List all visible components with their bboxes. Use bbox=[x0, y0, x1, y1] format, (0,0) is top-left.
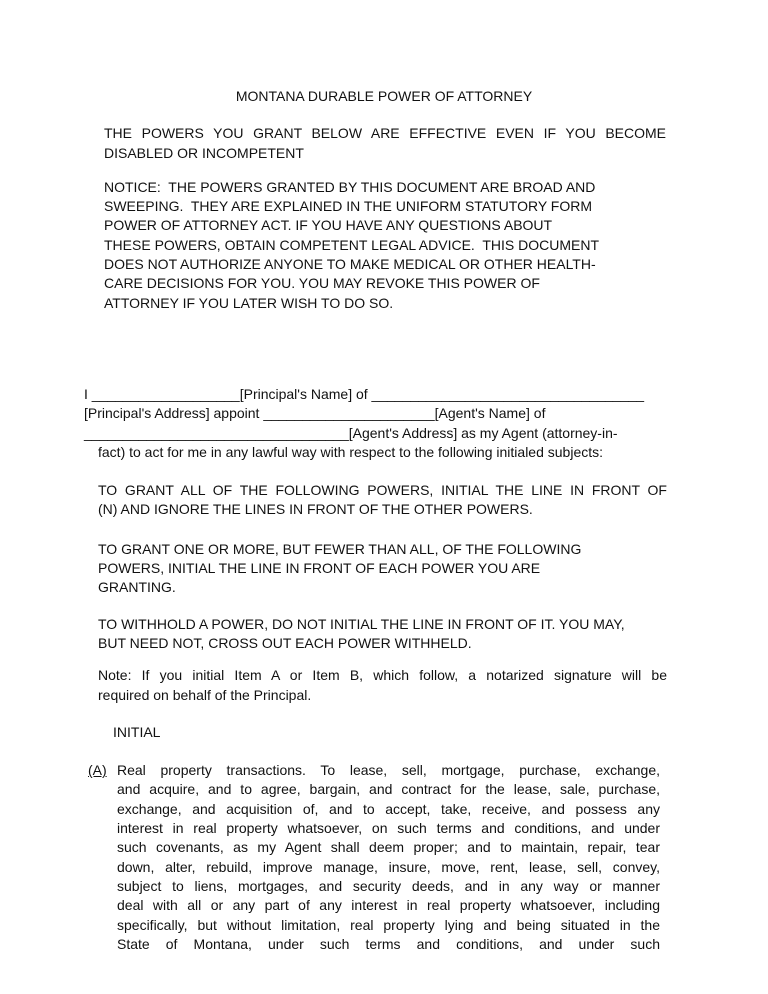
principal-name-blank-line: I ___________________[Principal's Name] of ___________________________________ bbox=[84, 385, 645, 402]
text-line: SWEEPING. THEY ARE EXPLAINED IN THE UNIFORM STATUTORY FORM bbox=[104, 198, 593, 215]
item-a-paragraph bbox=[88, 761, 660, 954]
text-line: CARE DECISIONS FOR YOU. YOU MAY REVOKE THIS POWER OF bbox=[104, 275, 540, 292]
initial-label bbox=[113, 723, 768, 742]
text-line: TO WITHHOLD A POWER, DO NOT INITIAL THE LINE IN FRONT OF IT. YOU MAY, bbox=[98, 615, 625, 632]
text-line: DISABLED OR INCOMPETENT bbox=[104, 144, 304, 161]
text-line: INITIAL bbox=[113, 723, 161, 740]
agent-address-blank-line: __________________________________[Agent's Address] as my Agent (attorney-in- bbox=[84, 424, 618, 441]
item-a-marker: (A) bbox=[88, 762, 107, 779]
text-line: fact) to act for me in any lawful way with respect to the following initialed subjects: bbox=[98, 443, 604, 460]
document-title: MONTANA DURABLE POWER OF ATTORNEY bbox=[235, 88, 533, 104]
notice-paragraph bbox=[104, 178, 768, 313]
withhold-paragraph bbox=[98, 615, 768, 654]
grant-all-paragraph bbox=[98, 481, 667, 520]
text-line: TO GRANT ONE OR MORE, BUT FEWER THAN ALL, OF THE FOLLOWING bbox=[98, 540, 582, 557]
text-line: Real property transactions. To lease, sell, mortgage, purchase, exchange, bbox=[117, 762, 660, 779]
text-line: subject to liens, mortgages, and security deeds, and in any way or manner bbox=[117, 877, 660, 894]
text-line: specifically, but without limitation, real property lying and being situated in the bbox=[117, 916, 660, 933]
text-line: POWER OF ATTORNEY ACT. IF YOU HAVE ANY QUESTIONS ABOUT bbox=[104, 217, 553, 234]
text-line: State of Montana, under such terms and conditions, and under such bbox=[117, 935, 660, 952]
text-line: exchange, and acquisition of, and to accept, take, receive, and possess any bbox=[117, 800, 660, 817]
text-line: required on behalf of the Principal. bbox=[98, 686, 312, 703]
text-line: NOTICE: THE POWERS GRANTED BY THIS DOCUMENT ARE BROAD AND bbox=[104, 178, 596, 195]
intro-paragraph bbox=[104, 124, 666, 163]
text-line: TO GRANT ALL OF THE FOLLOWING POWERS, INITIAL THE LINE IN FRONT OF bbox=[98, 482, 667, 499]
text-line: deal with all or any part of any interest in real property whatsoever, including bbox=[117, 897, 660, 914]
text-line: down, alter, rebuild, improve manage, insure, move, rent, lease, sell, convey, bbox=[117, 858, 660, 875]
text-line: and acquire, and to agree, bargain, and contract for the lease, sale, purchase, bbox=[117, 781, 660, 798]
note-paragraph bbox=[98, 666, 667, 705]
text-line: THE POWERS YOU GRANT BELOW ARE EFFECTIVE EVEN IF YOU BECOME bbox=[104, 125, 666, 142]
text-line: BUT NEED NOT, CROSS OUT EACH POWER WITHHELD. bbox=[98, 634, 472, 651]
text-line: interest in real property whatsoever, on such terms and conditions, and under bbox=[117, 820, 660, 837]
text-line: POWERS, INITIAL THE LINE IN FRONT OF EACH POWER YOU ARE bbox=[98, 560, 541, 577]
text-line: such covenants, as my Agent shall deem proper; and to maintain, repair, tear bbox=[117, 839, 660, 856]
text-line: THESE POWERS, OBTAIN COMPETENT LEGAL ADVICE. THIS DOCUMENT bbox=[104, 236, 600, 253]
grant-some-paragraph bbox=[98, 540, 768, 598]
text-line: GRANTING. bbox=[98, 579, 176, 596]
text-line: ATTORNEY IF YOU LATER WISH TO DO SO. bbox=[104, 294, 394, 311]
text-line: (N) AND IGNORE THE LINES IN FRONT OF THE OTHER POWERS. bbox=[98, 501, 533, 518]
appointment-paragraph bbox=[84, 385, 768, 462]
text-line: Note: If you initial Item A or Item B, which follow, a notarized signature will be bbox=[98, 667, 667, 684]
text-line: DOES NOT AUTHORIZE ANYONE TO MAKE MEDICAL OR OTHER HEALTH- bbox=[104, 256, 596, 273]
agent-name-blank-line: [Principal's Address] appoint ______________________[Agent's Name] of bbox=[84, 405, 546, 422]
